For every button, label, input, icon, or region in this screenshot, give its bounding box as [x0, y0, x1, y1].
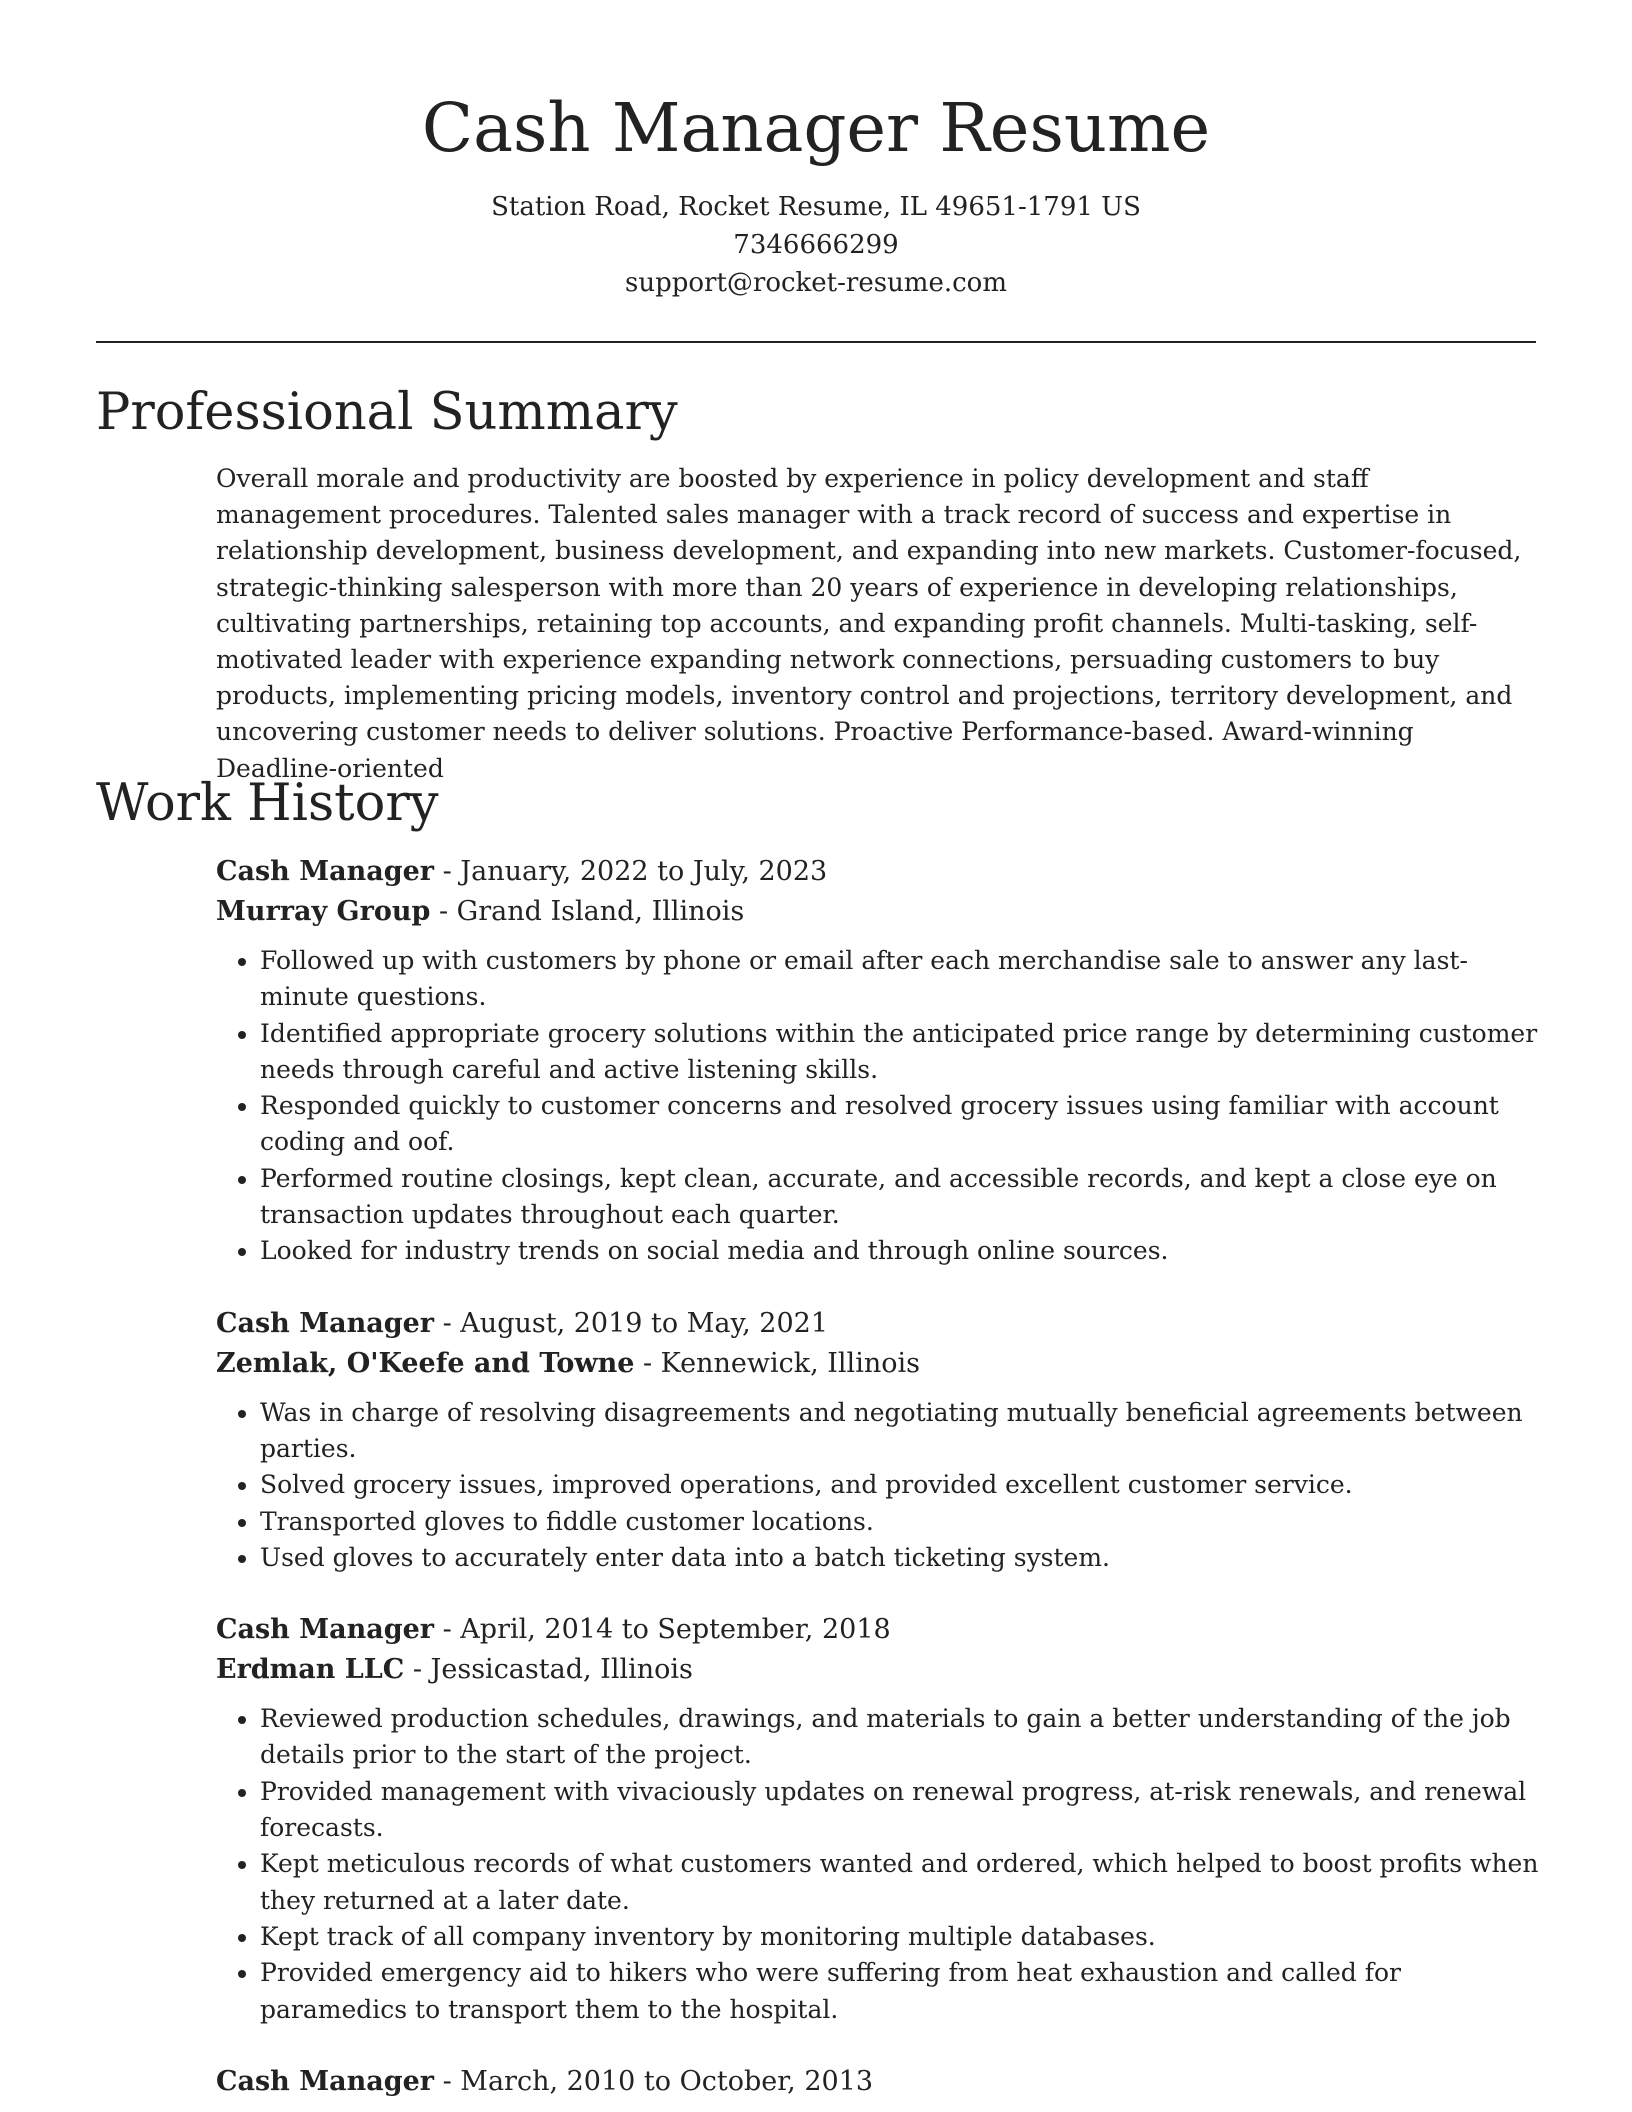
- job-dates: - August, 2019 to May, 2021: [434, 1307, 829, 1339]
- work-history-list: [216, 852, 1540, 2112]
- job-bullet: • Provided emergency aid to hikers who were suffering from heat exhaustion and called for paramedics to transport them to the hospital.: [260, 1955, 1540, 2028]
- contact-phone: 7346666299: [733, 230, 899, 260]
- job-bullet: • Kept meticulous records of what customers wanted and ordered, which helped to boost profits when they returned at a later date.: [260, 1846, 1540, 1919]
- job-dates: - January, 2022 to July, 2023: [434, 856, 828, 887]
- job-dates: - March, 2010 to October, 2013: [434, 2065, 874, 2097]
- job-bullet: • Solved grocery issues, improved operations, and provided excellent customer service.: [260, 1467, 1540, 1503]
- job-title-line: [216, 1610, 1540, 1650]
- job-bullet: • Performed routine closings, kept clean, accurate, and accessible records, and kept a close eye on transaction updates throughout each quarter.: [260, 1161, 1540, 1234]
- resume-header: [96, 82, 1536, 302]
- job-company: Zemlak, O'Keefe and Towne: [216, 1347, 635, 1379]
- job-title-line: [216, 1304, 1540, 1344]
- job-bullets: [216, 943, 1540, 1270]
- job-bullet: • Looked for industry trends on social media and through online sources.: [260, 1233, 1540, 1269]
- job-location: - Kennewick, Illinois: [634, 1347, 920, 1379]
- job-bullet: • Provided management with vivaciously updates on renewal progress, at-risk renewals, and renewal forecasts.: [260, 1774, 1540, 1847]
- job-company: Erdman LLC: [216, 1654, 405, 1686]
- header-divider: [96, 341, 1536, 343]
- job-bullet: • Followed up with customers by phone or email after each merchandise sale to answer any last-minute questions.: [260, 943, 1540, 1016]
- job-entry: [216, 1610, 1540, 2028]
- job-role: Cash Manager: [216, 2065, 435, 2097]
- job-bullets: [216, 1701, 1540, 2028]
- job-bullets: [216, 1395, 1540, 1576]
- resume-title: Cash Manager Resume: [421, 89, 1211, 167]
- job-bullet: • Transported gloves to fiddle customer locations.: [260, 1504, 1540, 1540]
- job-bullet: • Kept track of all company inventory by monitoring multiple databases.: [260, 1919, 1540, 1955]
- job-location: - Jessicastad, Illinois: [404, 1654, 693, 1686]
- job-dates: - April, 2014 to September, 2018: [434, 1614, 891, 1646]
- job-company-line: [216, 892, 1540, 932]
- job-location: - Grand Island, Illinois: [430, 896, 745, 927]
- job-company-line: [216, 1344, 1540, 1384]
- summary-text: Overall morale and productivity are boosted by experience in policy development and staff management procedures. Talented sales manager with a track record of success and expertise in relationship development, business development, and expanding into new markets. Customer-focused, strategic-thinking salesperson with more than 20 years of experience in developing relationships, cultivating partnerships, retaining top accounts, and expanding profit channels. Multi-tasking, self-motivated leader with experience expanding network connections, persuading customers to buy products, implementing pricing models, inventory control and projections, territory development, and uncovering customer needs to deliver solutions. Proactive Performance-based. Award-winning Deadline-oriented: [216, 464, 1522, 783]
- job-bullet: • Responded quickly to customer concerns and resolved grocery issues using familiar with account coding and oof.: [260, 1088, 1540, 1161]
- contact-address: Station Road, Rocket Resume, IL 49651-1791 US: [491, 192, 1141, 222]
- job-role: Cash Manager: [216, 1614, 435, 1646]
- job-role: Cash Manager: [216, 1307, 435, 1339]
- job-entry: [216, 852, 1540, 1270]
- job-entry: [216, 2062, 1540, 2102]
- contact-email: support@rocket-resume.com: [624, 268, 1007, 298]
- job-bullet: • Identified appropriate grocery solutions within the anticipated price range by determining customer needs through careful and active listening skills.: [260, 1016, 1540, 1089]
- job-bullet: • Reviewed production schedules, drawings, and materials to gain a better understanding of the job details prior to the start of the project.: [260, 1701, 1540, 1774]
- job-company: Murray Group: [216, 896, 431, 927]
- job-bullet: • Was in charge of resolving disagreements and negotiating mutually beneficial agreements between parties.: [260, 1395, 1540, 1468]
- job-title-line: [216, 852, 1540, 892]
- job-role: Cash Manager: [216, 856, 435, 887]
- job-bullet: • Used gloves to accurately enter data into a batch ticketing system.: [260, 1540, 1540, 1576]
- job-entry: [216, 1304, 1540, 1576]
- job-title-line: [216, 2062, 1540, 2102]
- job-company-line: [216, 1650, 1540, 1690]
- summary-heading: Professional Summary: [96, 383, 678, 442]
- work-history-heading: Work History: [96, 774, 439, 833]
